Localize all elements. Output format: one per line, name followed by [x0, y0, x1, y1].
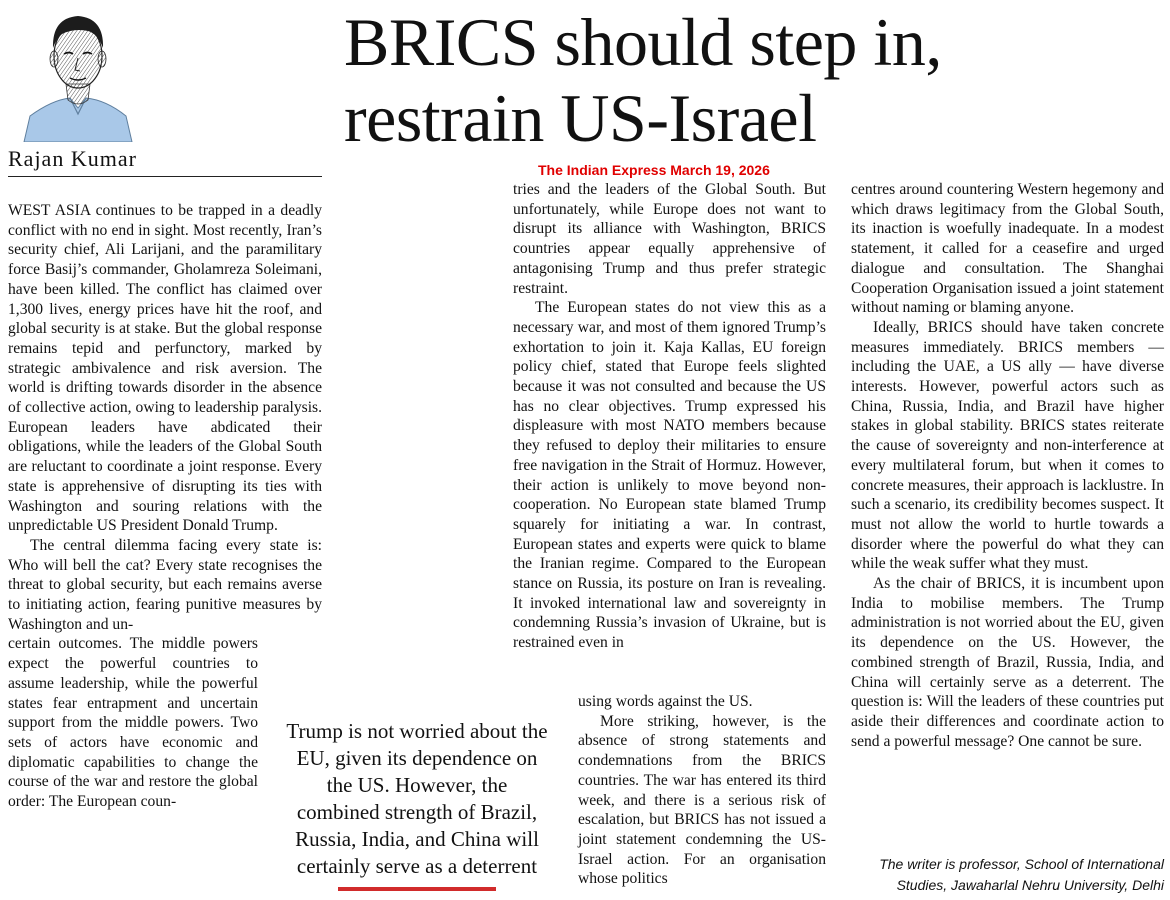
- author-divider: [8, 176, 322, 177]
- paragraph-continuation: using words against the US.: [578, 693, 753, 710]
- headline-line-2: restrain US-Israel: [344, 80, 817, 156]
- byline-line-1: The writer is professor, School of International: [879, 856, 1164, 872]
- paragraph: The European states do not view this as a necessary war, and most of them ignored Trump’s exhortation to join it. Kaja Kallas, EU foreign policy chief, stated that Europe feels slighted because it was not consulted and because the US has no clear objectives. Trump expressed his displeasure with most NATO members because they refused to deploy their militaries to ensure free navigation in the Strait of Hormuz. However, their action is unlikely to move beyond non-cooperation. No European state blamed Trump squarely for initiating a war. In contrast, European states and experts were quick to blame the Iranian regime. Compared to the European stance on Russia, its posture on Iran is revealing. It invoked international law and sovereignty in condemning Russia’s invasion of Ukraine, but is restrained even in: [513, 299, 826, 652]
- author-byline: [851, 854, 1164, 896]
- article-column-2: [513, 180, 826, 653]
- article-column-1: [8, 201, 322, 812]
- byline-line-2: Studies, Jawaharlal Nehru University, Delhi: [896, 877, 1164, 893]
- headline-line-1: BRICS should step in,: [344, 4, 942, 80]
- pull-quote: Trump is not worried about the EU, given its dependence on the US. However, the combined strength of Brazil, Russia, India, and China will certainly serve as a deterrent: [286, 719, 548, 878]
- paragraph: The central dilemma facing every state is: Who will bell the cat? Every state recognises the threat to global security, but each remains averse to initiating action, fearing punitive measures by Washington and un-: [8, 536, 322, 633]
- article-column-3: [851, 180, 1164, 751]
- article-column-2-lower: [578, 692, 826, 889]
- pull-quote-rule: [338, 887, 496, 891]
- paragraph: tries and the leaders of the Global South. But unfortunately, while Europe does not want to disrupt its alliance with Washington, BRICS countries appear equally apprehensive of antagonising Trump and thus prefer strategic restraint.: [513, 181, 826, 297]
- source-label: The Indian Express March 19, 2026: [538, 162, 770, 178]
- paragraph: WEST ASIA continues to be trapped in a deadly conflict with no end in sight. Most recently, Iran’s security chief, Ali Larijani, and the paramilitary force Basij’s commander, Gholamreza Soleimani, have been killed. The conflict has claimed over 1,300 lives, energy prices have hit the roof, and global security is at stake. But the global response remains tepid and perfunctory, marked by strategic ambivalence and risk aversion. The world is drifting towards disorder in the absence of collective action, owing to leadership paralysis. European leaders have abdicated their obligations, while the leaders of the Global South are reluctant to coordinate a joint response. Every state is apprehensive of disrupting its ties with Washington and souring relations with the unpredictable US President Donald Trump.: [8, 202, 322, 535]
- paragraph-continuation: certain outcomes. The middle powers expect the powerful countries to assume leadership, while the powerful states fear entrapment and uncertain support from the middle powers. Two sets of actors have economic and diplomatic capabilities to change the course of the war and restore the global order: The European coun-: [8, 635, 258, 811]
- author-name: Rajan Kumar: [8, 146, 137, 171]
- paragraph: More striking, however, is the absence of strong statements and condemnations from the BRICS countries. The war has entered its third week, and there is a serious risk of escalation, but BRICS has not issued a joint statement condemning the US-Israel action. For an organisation whose politics: [578, 712, 826, 888]
- paragraph: Ideally, BRICS should have taken concrete measures immediately. BRICS members — including the UAE, a US ally — have diverse interests. However, powerful actors such as China, Russia, India, and Brazil have higher stakes in global stability. BRICS states reiterate the cause of sovereignty and non-interference at every multilateral forum, but when it comes to concrete measures, their approach is lacklustre. In such a scenario, its credibility becomes suspect. It must not allow the world to hurtle towards a disorder where the powerful do what they can while the weak suffer what they must.: [851, 318, 1164, 573]
- paragraph: As the chair of BRICS, it is incumbent upon India to mobilise members. The Trump administration is not worried about the EU, given its dependence on the US. However, the combined strength of Brazil, Russia, India, and China will certainly serve as a deterrent. The question is: Will the leaders of these countries put aside their differences and coordinate action to send a powerful message? One cannot be sure.: [851, 575, 1164, 750]
- headline: [344, 4, 1164, 156]
- paragraph: centres around countering Western hegemony and which draws legitimacy from the Global South, its inaction is woefully inadequate. In a modest statement, it called for a ceasefire and urged dialogue and consultation. The Shanghai Cooperation Organisation issued a joint statement without naming or blaming anyone.: [851, 181, 1164, 317]
- author-portrait: [22, 4, 134, 142]
